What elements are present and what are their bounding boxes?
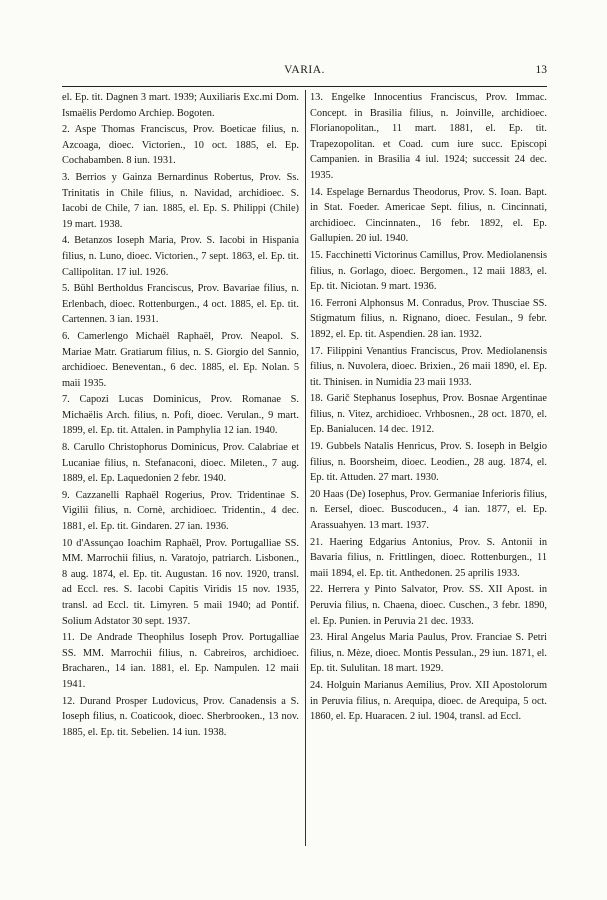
entry: el. Ep. tit. Dagnen 3 mart. 1939; Auxiliaris Exc.mi Dom. Ismaëlis Perdomo Archiep. Bogoten. xyxy=(62,92,299,119)
entry: 11. De Andrade Theophilus Ioseph Prov. Portugalliae SS. MM. Marrochii filius, n. Cabreiros, archidioec. Bracharen., 14 ian. 1881, el. Ep. Nampulen. 12 maii 1941. xyxy=(62,632,299,690)
entry: 7. Capozi Lucas Dominicus, Prov. Romanae S. Michaëlis Arch. filius, n. Pofi, dioec. Verulan., 9 mart. 1899, el. Ep. tit. Attalen. in Pamphylia 12 ian. 1940. xyxy=(62,394,299,437)
entry: 23. Hiral Angelus Maria Paulus, Prov. Franciae S. Petri filius, n. Mèze, dioec. Montis Pessulan., 29 iun. 1871, el. Ep. tit. Sululitan. 18 mart. 1929. xyxy=(310,632,547,675)
entry: 16. Ferroni Alphonsus M. Conradus, Prov. Thusciae SS. Stigmatum filius, n. Rignano, dioec. Fesulan., 9 febr. 1892, el. Ep. tit. Aspendien. 28 ian. 1932. xyxy=(310,297,547,340)
entry: 3. Berrios y Gainza Bernardinus Robertus, Prov. Ss. Trinitatis in Chile filius, n. Navidad, archidioec. S. Iacobi de Chile, 7 ian. 1885, el. Ep. S. Philippi (Chile) 19 mart. 1938. xyxy=(62,171,299,230)
entry: 5. Bühl Bertholdus Franciscus, Prov. Bavariae filius, n. Erlenbach, dioec. Rottenburgen., 4 oct. 1885, el. Ep. tit. Cartennen. 3 ian. 1931. xyxy=(62,283,299,326)
entry: 4. Betanzos Ioseph Maria, Prov. S. Iacobi in Hispania filius, n. Luno, dioec. Victorien., 7 sept. 1863, el. Ep. tit. Callipolitan. 17 iul. 1926. xyxy=(62,235,299,278)
left-column xyxy=(62,90,299,741)
page-number: 13 xyxy=(535,64,547,76)
right-column xyxy=(310,90,547,726)
entry: 13. Engelke Innocentius Franciscus, Prov. Immac. Concept. in Brasilia filius, n. Joinville, archidioec. Florianopolitan., 11 mart. 1881, el. Ep. tit. Trapezopolitan. et Coad. cum iure succ. Episcopi Campanien. in Brasilia 4 iul. 1924; successit 24 dec. 1935. xyxy=(310,92,547,181)
running-title: VARIA. xyxy=(284,64,325,76)
entry: 18. Garič Stephanus Iosephus, Prov. Bosnae Argentinae filius, n. Vitez, archidioec. Vrhbosnen., 28 oct. 1870, el. Ep. Banialucen. 14 dec. 1912. xyxy=(310,393,547,436)
entry: 8. Carullo Christophorus Dominicus, Prov. Calabriae et Lucaniae filius, n. Stefanaconi, dioec. Mileten., 7 aug. 1889, el. Ep. Laquedonien 2 febr. 1940. xyxy=(62,442,299,485)
entry: 10 d'Assunçao Ioachim Raphaël, Prov. Portugalliae SS. MM. Marrochii filius, n. Varatojo, patriarch. Lisbonen., 8 aug. 1874, el. Ep. tit. Augustan. 16 nov. 1920, transl. ad Eccl. res. S. Iacobi Capitis Viridis 15 nov. 1935, transl. ad Eccl. tit. Limyren. 5 maii 1940; ad Pontif. Solium Adstator 30 sept. 1937. xyxy=(62,537,299,627)
entry: 2. Aspe Thomas Franciscus, Prov. Boeticae filius, n. Azcoaga, dioec. Victorien., 10 oct. 1885, el. Ep. Cochabamben. 8 iun. 1931. xyxy=(62,124,299,167)
entry: 12. Durand Prosper Ludovicus, Prov. Canadensis a S. Ioseph filius, n. Coaticook, dioec. Sherbrooken., 13 nov. 1885, el. Ep. tit. Sebelien. 14 iun. 1938. xyxy=(62,695,299,738)
page-header xyxy=(62,64,547,80)
entry: 15. Facchinetti Victorinus Camillus, Prov. Mediolanensis filius, n. Gorlago, dioec. Bergomen., 12 maii 1883, el. Ep. tit. Niciotan. 9 mart. 1936. xyxy=(310,249,547,293)
entry: 6. Camerlengo Michaël Raphaël, Prov. Neapol. S. Mariae Matr. Gratiarum filius, n. S. Giorgio del Sannio, archidioec. Beneventan., 6 dec. 1885, el. Ep. Nolan. 5 maii 1935. xyxy=(62,330,299,389)
entry: 17. Filippini Venantius Franciscus, Prov. Mediolanensis filius, n. Nuvolera, dioec. Brixien., 26 maii 1890, el. Ep. tit. Thinisen. in Numidia 23 maii 1933. xyxy=(310,345,547,388)
entry: 22. Herrera y Pinto Salvator, Prov. SS. XII Apost. in Peruvia filius, n. Chaena, dioec. Cuschen., 3 febr. 1890, el. Ep. Punien. in Peruvia 21 dec. 1933. xyxy=(310,584,547,627)
entry: 24. Holguin Marianus Aemilius, Prov. XII Apostolorum in Peruvia filius, n. Arequipa, dioec. de Arequipa, 5 oct. 1860, el. Ep. Huaracen. 2 iul. 1904, transl. ad Eccl. xyxy=(310,679,547,723)
column-divider xyxy=(305,90,306,846)
entry: 9. Cazzanelli Raphaël Rogerius, Prov. Tridentinae S. Vigilii filius, n. Cornè, archidioec. Tridentin., 4 dec. 1881, el. Ep. tit. Gindaren. 27 ian. 1936. xyxy=(62,489,299,533)
header-rule xyxy=(62,86,547,87)
entry: 20 Haas (De) Iosephus, Prov. Germaniae Inferioris filius, n. Eersel, dioec. Buscoducen., 4 ian. 1877, el. Ep. Arassuahyen. 13 mart. 1937. xyxy=(310,488,547,532)
entry: 19. Gubbels Natalis Henricus, Prov. S. Ioseph in Belgio filius, n. Boorsheim, dioec. Leodien., 28 aug. 1874, el. Ep. tit. Attuden. 27 mart. 1930. xyxy=(310,441,547,484)
entry: 14. Espelage Bernardus Theodorus, Prov. S. Ioan. Bapt. in Stat. Foeder. Americae Sept. filius, n. Cincinnati, archidioec. Cincinnaten., 16 febr. 1892, el. Ep. Gallupien. 20 iul. 1940. xyxy=(310,186,547,245)
entry: 21. Haering Edgarius Antonius, Prov. S. Antonii in Bavaria filius, n. Frittlingen, dioec. Rottenburgen., 11 maii 1894, el. Ep. tit. Anthedonen. 25 aprilis 1933. xyxy=(310,536,547,579)
